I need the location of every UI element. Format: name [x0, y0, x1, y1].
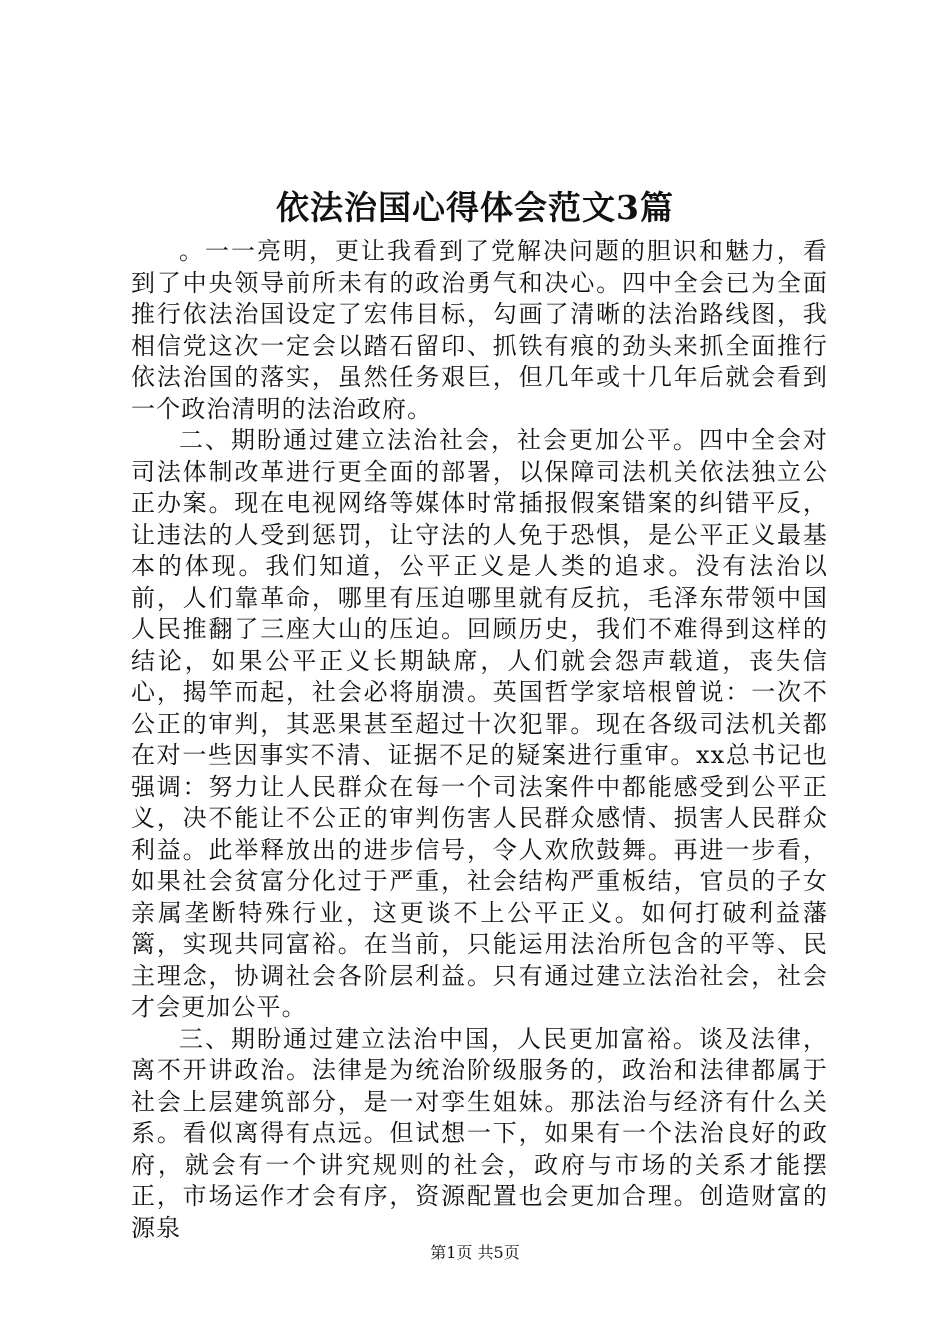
paragraph-2: 二、期盼通过建立法治社会，社会更加公平。四中全会对司法体制改革进行更全面的部署，以保障司法机关依法独立公正办案。现在电视网络等媒体时常插报假案错案的纠错平反，让违法的人受到惩罚，让守法的人免于恐惧，是公平正义最基本的体现。我们知道，公平正义是人类的追求。没有法治以前，人们靠革命，哪里有压迫哪里就有反抗，毛泽东带领中国人民推翻了三座大山的压迫。回顾历史，我们不难得到这样的结论，如果公平正义长期缺席，人们就会怨声载道，丧失信心，揭竿而起，社会必将崩溃。英国哲学家培根曾说：一次不公正的审判，其恶果甚至超过十次犯罪。现在各级司法机关都在对一些因事实不清、证据不足的疑案进行重审。xx总书记也强调：努力让人民群众在每一个司法案件中都能感受到公平正义，决不能让不公正的审判伤害人民群众感情、损害人民群众利益。此举释放出的进步信号，令人欢欣鼓舞。再进一步看，如果社会贫富分化过于严重，社会结构严重板结，官员的子女亲属垄断特殊行业，这更谈不上公平正义。如何打破利益藩篱，实现共同富裕。在当前，只能运用法治所包含的平等、民主理念，协调社会各阶层利益。只有通过建立法治社会，社会才会更加公平。 — [131, 426, 828, 1021]
document-body — [131, 236, 828, 1244]
document-title: 依法治国心得体会范文3篇 — [276, 188, 674, 227]
paragraph-1: 。一一亮明，更让我看到了党解决问题的胆识和魅力，看到了中央领导前所未有的政治勇气和决心。四中全会已为全面推行依法治国设定了宏伟目标，勾画了清晰的法治路线图，我相信党这次一定会以踏石留印、抓铁有痕的劲头来抓全面推行依法治国的落实，虽然任务艰巨，但几年或十几年后就会看到一个政治清明的法治政府。 — [131, 237, 828, 423]
page-number-footer: 第1页 共5页 — [430, 1243, 520, 1262]
paragraph-3: 三、期盼通过建立法治中国，人民更加富裕。谈及法律，离不开讲政治。法律是为统治阶级服务的，政治和法律都属于社会上层建筑部分，是一对孪生姐妹。那法治与经济有什么关系。看似离得有点远。但试想一下，如果有一个法治良好的政府，就会有一个讲究规则的社会，政府与市场的关系才能摆正，市场运作才会有序，资源配置也会更加合理。创造财富的源泉 — [131, 1024, 828, 1242]
